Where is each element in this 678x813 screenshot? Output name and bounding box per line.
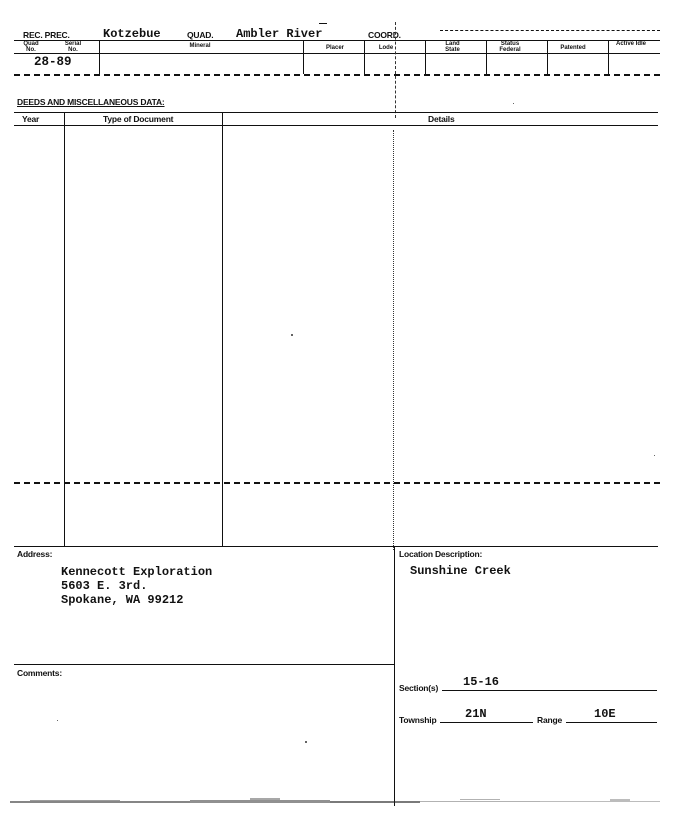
deeds-divider-type — [222, 112, 223, 546]
divider-land — [425, 40, 426, 74]
rec-prec-label: REC. PREC. — [23, 30, 70, 40]
deeds-col-details: Details — [428, 114, 455, 124]
section-underline — [442, 690, 657, 691]
deeds-bottom-rule — [14, 546, 658, 547]
scan-speck — [57, 720, 58, 721]
divider-active — [608, 40, 609, 74]
coord-line — [440, 30, 660, 31]
header-rule — [14, 40, 660, 41]
col-mineral: Mineral — [189, 43, 211, 49]
header-bottom-rule — [14, 74, 660, 76]
location-value: Sunshine Creek — [410, 564, 511, 578]
deeds-col-type: Type of Document — [103, 114, 174, 124]
coord-label: COORD. — [368, 30, 401, 40]
deeds-col-year: Year — [22, 114, 40, 124]
header-under-rule — [14, 53, 660, 54]
quad-value: Ambler River — [236, 27, 323, 41]
divider-mineral — [99, 40, 100, 74]
range-value: 10E — [594, 707, 616, 721]
scan-noise-edge — [10, 796, 670, 808]
address-line-2: 5603 E. 3rd. — [61, 579, 148, 593]
scan-speck — [305, 741, 307, 743]
range-underline — [566, 722, 657, 723]
lower-center-divider — [394, 546, 395, 806]
divider-status — [486, 40, 487, 74]
quad-label: QUAD. — [187, 30, 214, 40]
divider-patented — [547, 40, 548, 74]
scan-speck — [291, 334, 293, 336]
comments-label: Comments: — [17, 668, 62, 678]
range-label: Range — [537, 715, 562, 725]
col-placer: Placer — [325, 45, 344, 51]
deeds-top-rule — [14, 112, 658, 113]
quad-serial-value: 28-89 — [34, 55, 72, 69]
address-line-1: Kennecott Exploration — [61, 565, 213, 579]
fold-line-middle — [393, 130, 394, 550]
rec-prec-value: Kotzebue — [103, 27, 161, 41]
scan-speck — [654, 455, 655, 456]
divider-lode — [364, 40, 365, 74]
col-land-state: Land State — [445, 41, 460, 53]
divider-placer — [303, 40, 304, 74]
col-status-federal: Status Federal — [499, 41, 521, 53]
address-line-3: Spokane, WA 99212 — [61, 593, 184, 607]
section-label: Section(s) — [399, 683, 439, 693]
address-label: Address: — [17, 549, 53, 559]
stray-mark — [319, 23, 327, 24]
col-patented: Patented — [560, 45, 586, 51]
location-label: Location Description: — [399, 549, 483, 559]
col-active-idle: Active Idle — [616, 41, 647, 47]
fold-line-upper — [395, 22, 396, 118]
township-value: 21N — [465, 707, 487, 721]
deeds-header-rule — [14, 125, 658, 126]
col-quad-no: Quad No. — [23, 41, 39, 53]
col-serial-no: Serial No. — [64, 41, 82, 53]
township-underline — [440, 722, 533, 723]
section-value: 15-16 — [463, 675, 500, 689]
deeds-title: DEEDS AND MISCELLANEOUS DATA: — [17, 97, 165, 107]
deeds-divider-year — [64, 112, 65, 546]
deeds-dashed-rule — [14, 482, 660, 484]
scan-speck — [513, 103, 514, 104]
col-lode: Lode — [378, 45, 394, 51]
comments-top-rule — [14, 664, 394, 665]
township-label: Township — [399, 715, 437, 725]
